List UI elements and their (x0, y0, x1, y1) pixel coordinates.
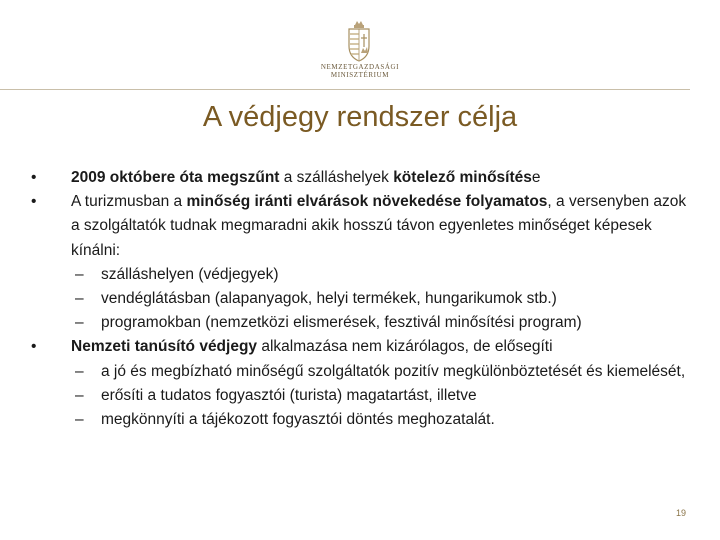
bullet-1-bold-2: kötelező minősítés (393, 169, 532, 186)
coat-of-arms-icon (343, 20, 375, 62)
ministry-name (300, 63, 420, 79)
sub-item-text: erősíti a tudatos fogyasztói (turista) magatartást, illetve (101, 386, 477, 404)
sub-item (31, 263, 691, 287)
bullet-marker: • (31, 193, 37, 211)
sub-item-text: a jó és megbízható minőségű szolgáltatók pozitív megkülönböztetését és kiemelését, (101, 362, 686, 380)
sub-item-text: vendéglátásban (alapanyagok, helyi termékek, hungarikumok stb.) (101, 290, 557, 308)
bullet-marker: • (31, 169, 37, 186)
sub-item (31, 408, 691, 432)
bullet-item-3 (31, 335, 691, 359)
bullet-2-bold-1: minőség iránti elvárások növekedése folyamatos (186, 193, 548, 211)
dash-marker: – (75, 265, 84, 283)
sub-item (31, 360, 691, 384)
ministry-line-2: MINISZTÉRIUM (330, 71, 390, 79)
dash-marker: – (75, 411, 84, 429)
bullet-2-text-2: , a versenyben azok a szolgáltatók tudnak megmaradni akik hosszú távon egyenletes minőséget képesek kínálni: (71, 193, 687, 259)
bullet-marker: • (31, 338, 37, 356)
sub-item (31, 311, 691, 335)
dash-marker: – (75, 362, 84, 380)
header-divider (0, 89, 690, 90)
dash-marker: – (75, 386, 84, 404)
sub-item (31, 384, 691, 408)
ministry-line-1: NEMZETGAZDASÁGI (320, 63, 400, 71)
bullet-3-text-1: alkalmazása nem kizárólagos, de elősegíti (257, 338, 553, 356)
sub-item-text: szálláshelyen (védjegyek) (101, 265, 279, 283)
sub-item-text: megkönnyíti a tájékozott fogyasztói döntés meghozatalát. (101, 411, 495, 429)
page-number: 19 (676, 508, 687, 518)
bullet-3-bold-1: Nemzeti tanúsító védjegy (71, 338, 258, 356)
dash-marker: – (75, 290, 84, 308)
dash-marker: – (75, 314, 84, 332)
bullet-item-1 (31, 166, 691, 190)
sub-item-text: programokban (nemzetközi elismerések, fesztivál minősítési program) (101, 314, 582, 332)
bullet-1-bold-1: 2009 októbere óta megszűnt (71, 169, 280, 186)
bullet-1-text-1: a szálláshelyek (279, 169, 394, 186)
slide-title: A védjegy rendszer célja (202, 101, 518, 133)
sub-item (31, 287, 691, 311)
bullet-2-text-1: A turizmusban a (71, 193, 187, 211)
bullet-1-text-2: e (531, 169, 541, 186)
bullet-item-2 (31, 190, 691, 263)
slide-body (31, 166, 691, 432)
